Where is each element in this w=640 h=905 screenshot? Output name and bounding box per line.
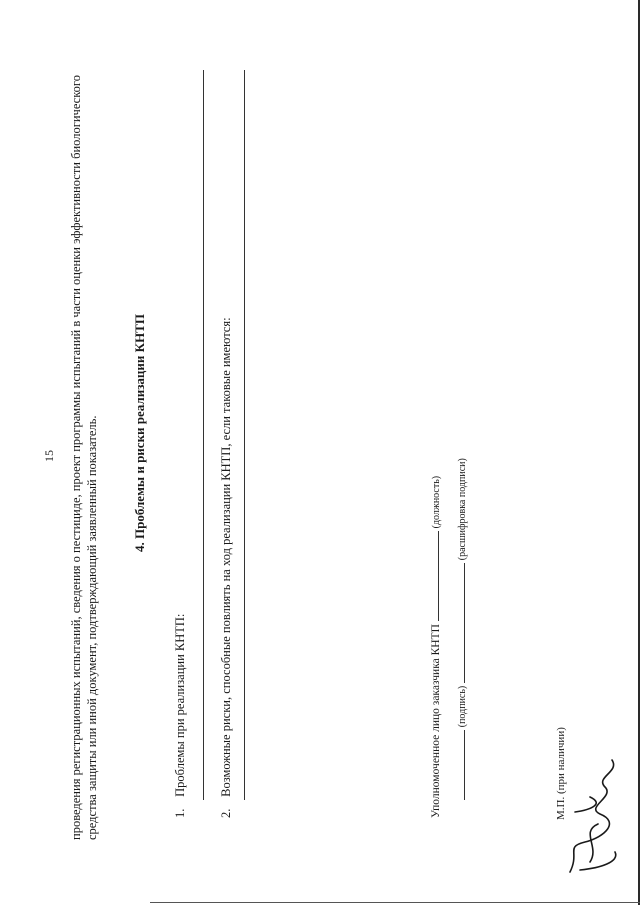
authorized-person-label: Уполномоченное лицо заказчика КНТП (должность) bbox=[430, 475, 442, 818]
list-item-risks bbox=[218, 317, 234, 818]
position-blank bbox=[438, 531, 439, 621]
list-item-number: 1. bbox=[173, 808, 187, 818]
signature-line bbox=[454, 458, 471, 800]
list-item-label: Возможные риски, способные повлиять на ход реализации КНТП, если таковые имеются: bbox=[219, 317, 233, 797]
list-item-label: Проблемы при реализации КНТП: bbox=[173, 613, 187, 797]
handwritten-signature bbox=[560, 752, 630, 882]
list-item-number: 2. bbox=[219, 808, 233, 818]
list-item-problems bbox=[172, 614, 188, 818]
stamp-label: М.П. (при наличии) bbox=[555, 727, 567, 820]
decoding-blank bbox=[464, 563, 465, 683]
risks-fill-line bbox=[244, 70, 245, 800]
position-caption: (должность) bbox=[431, 475, 442, 529]
signature-blank bbox=[464, 730, 465, 800]
page-number: 15 bbox=[42, 450, 56, 462]
intro-line-1: проведения регистрационных испытаний, сведения о пестициде, проект программы испытаний в части оценки эффективности биологического bbox=[69, 75, 83, 840]
decoding-caption: (расшифровка подписи) bbox=[457, 458, 468, 561]
page-edge-bottom bbox=[150, 902, 640, 903]
signature-caption: (подпись) bbox=[457, 685, 468, 728]
problems-fill-line-1 bbox=[203, 70, 204, 800]
section-heading: 4. Проблемы и риски реализации КНТП bbox=[132, 314, 147, 552]
intro-line-2: средства защиты или иной документ, подтверждающий заявленный показатель. bbox=[85, 415, 99, 840]
